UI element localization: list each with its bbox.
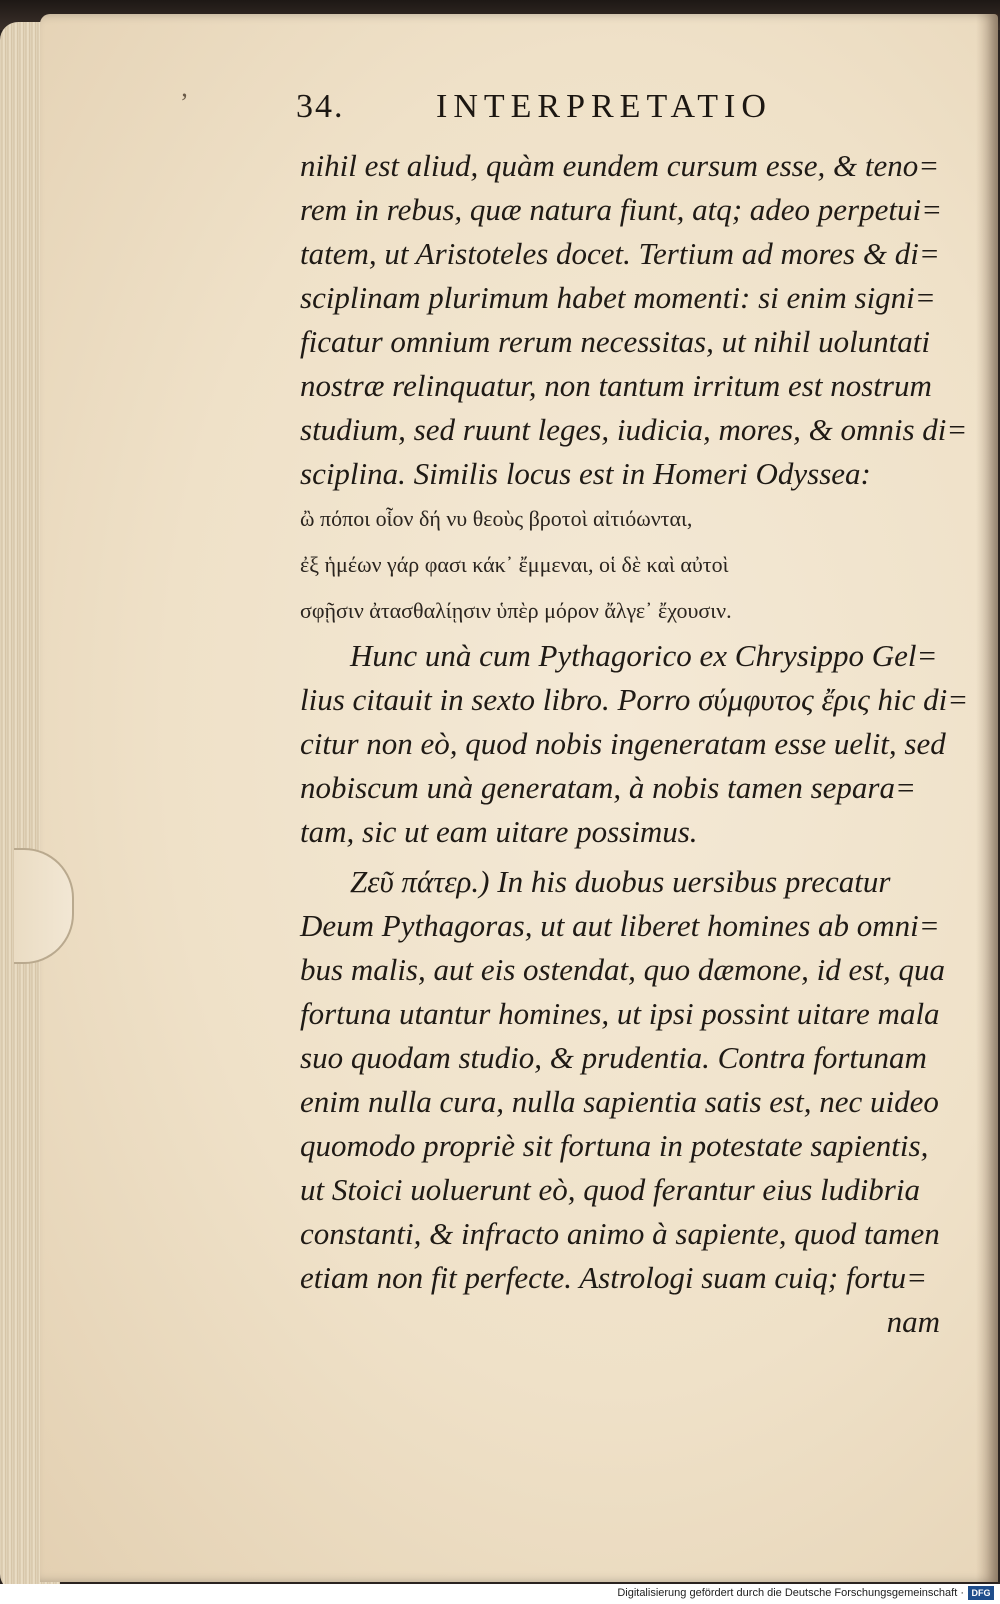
page-gutter-shadow: [976, 14, 998, 1582]
text-line: nobiscum unà generatam, à nobis tamen separa=: [300, 770, 916, 805]
text-line: sciplinam plurimum habet momenti: si enim signi=: [300, 280, 936, 315]
text-line: sciplina. Similis locus est in Homeri Odyssea:: [300, 456, 871, 491]
greek-verse-line: ἐξ ἡμέων γάρ φασι κάκ᾽ ἔμμεναι, οἱ δὲ καὶ αὐτοὶ: [300, 552, 729, 577]
text-line: constanti, & infracto animo à sapiente, quod tamen: [300, 1216, 940, 1251]
running-title: INTERPRETATIO: [436, 88, 772, 125]
text-line: citur non eò, quod nobis ingeneratam esse uelit, sed: [300, 726, 946, 761]
text-line: enim nulla cura, nulla sapientia satis est, nec uideo: [300, 1084, 939, 1119]
text-line: tatem, ut Aristoteles docet. Tertium ad mores & di=: [300, 236, 940, 271]
greek-verse-line: ὢ πόποι οἷον δή νυ θεοὺς βροτοὶ αἰτιόωνται,: [300, 506, 693, 531]
text-line: nostræ relinquatur, non tantum irritum est nostrum: [300, 368, 932, 403]
text-line: Deum Pythagoras, ut aut liberet homines ab omni=: [300, 908, 940, 943]
text-line: bus malis, aut eis ostendat, quo dæmone, id est, qua: [300, 952, 945, 987]
text-line: ut Stoici uoluerunt eò, quod ferantur eius ludibria: [300, 1172, 920, 1207]
greek-verse-line: σφῇσιν ἀτασθαλίῃσιν ὑπὲρ μόρον ἄλγε᾽ ἔχουσιν.: [300, 598, 732, 623]
text-line: lius citauit in sexto libro. Porro σύμφυτος ἔρις hic di=: [300, 682, 969, 717]
page-header: [296, 78, 856, 138]
text-line: ficatur omnium rerum necessitas, ut nihil uoluntati: [300, 324, 931, 359]
text-line: rem in rebus, quæ natura fiunt, atq; adeo perpetui=: [300, 192, 943, 227]
text-line: studium, sed ruunt leges, iudicia, mores, & omnis di=: [300, 412, 968, 447]
text-line: Ζεῦ πάτερ.) In his duobus uersibus precatur: [350, 864, 891, 899]
text-line: tam, sic ut eam uitare possimus.: [300, 814, 698, 849]
text-line: suo quodam studio, & prudentia. Contra fortunam: [300, 1040, 927, 1075]
text-line: etiam non fit perfecte. Astrologi suam cuiq; fortu=: [300, 1260, 928, 1295]
margin-mark: ʼ: [180, 88, 189, 117]
dfg-logo: DFG: [968, 1586, 994, 1600]
digitization-credit: Digitalisierung gefördert durch die Deutsche Forschungsgemeinschaft ·: [617, 1587, 964, 1599]
text-line: fortuna utantur homines, ut ipsi possint uitare mala: [300, 996, 940, 1031]
text-line: Hunc unà cum Pythagorico ex Chrysippo Gel=: [350, 638, 938, 673]
catchword: nam: [886, 1304, 940, 1339]
text-line: quomodo propriè sit fortuna in potestate sapientis,: [300, 1128, 929, 1163]
text-line: nihil est aliud, quàm eundem cursum esse, & teno=: [300, 148, 940, 183]
page-number: 34.: [296, 88, 345, 125]
